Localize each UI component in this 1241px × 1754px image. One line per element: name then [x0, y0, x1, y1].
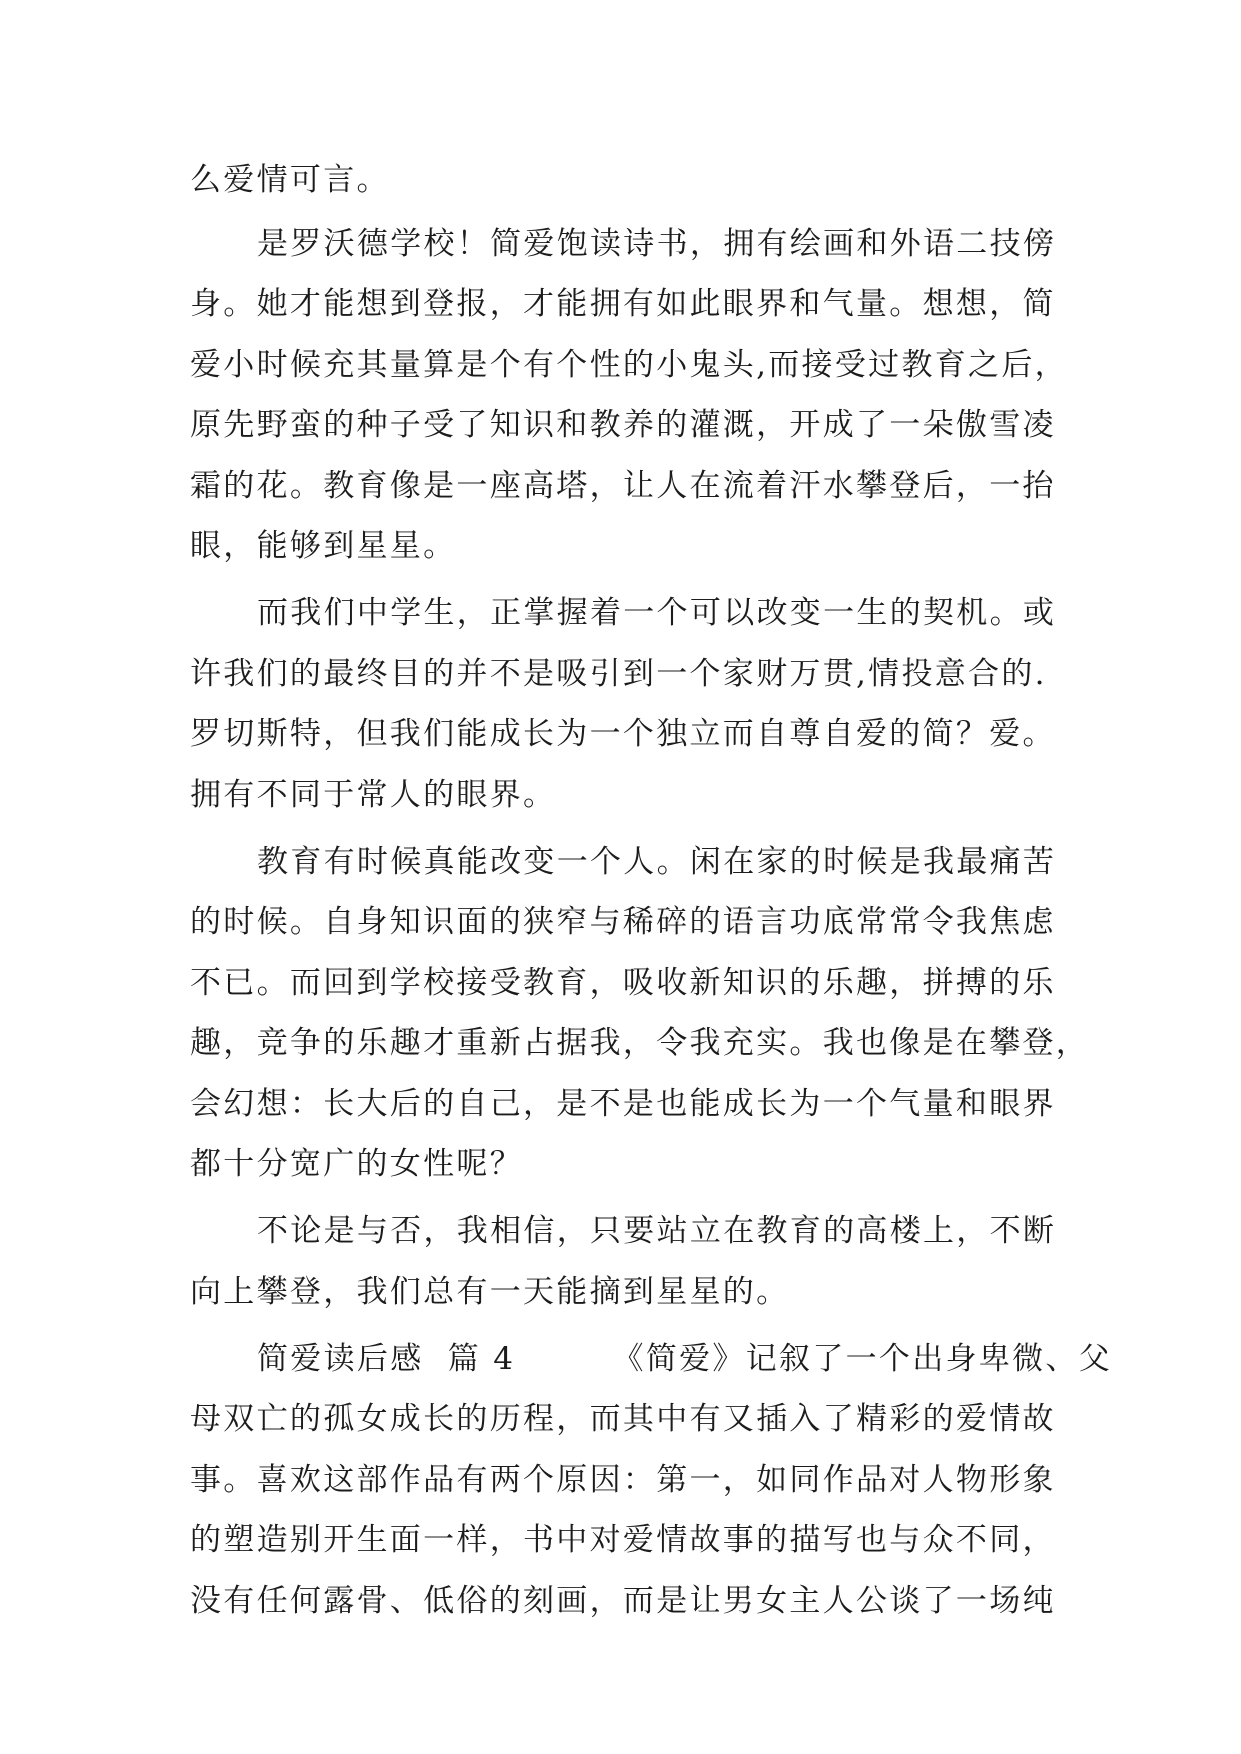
text-line: 么爱情可言。 — [190, 162, 390, 198]
text-line: 没有任何露骨、低俗的刻画，而是让男女主人公谈了一场纯 — [190, 1583, 1056, 1619]
text-line: 教育有时候真能改变一个人。闲在家的时候是我最痛苦 — [257, 844, 1057, 880]
text-line: 爱小时候充其量算是个有个性的小鬼头,而接受过教育之后， — [190, 347, 1068, 383]
text-line: 许我们的最终目的并不是吸引到一个家财万贯,情投意合的. — [190, 656, 1047, 692]
text-line: 不论是与否，我相信，只要站立在教育的高楼上，不断 — [257, 1213, 1057, 1249]
text-line: 霜的花。教育像是一座高塔，让人在流着汗水攀登后，一抬 — [190, 468, 1056, 504]
text-line: 事。喜欢这部作品有两个原因：第一，如同作品对人物形象 — [190, 1462, 1056, 1498]
text-line: 眼，能够到星星。 — [190, 528, 457, 564]
text-line: 趣，竞争的乐趣才重新占据我，令我充实。我也像是在攀登， — [190, 1025, 1090, 1061]
text-line: 都十分宽广的女性呢？ — [190, 1146, 523, 1182]
text-line: 不已。而回到学校接受教育，吸收新知识的乐趣，拼搏的乐 — [190, 965, 1056, 1001]
text-line: 的塑造别开生面一样，书中对爱情故事的描写也与众不同， — [190, 1522, 1056, 1558]
text-line: 而我们中学生，正掌握着一个可以改变一生的契机。或 — [257, 595, 1057, 631]
text-line: 拥有不同于常人的眼界。 — [190, 777, 557, 813]
text-line: 是罗沃德学校！简爱饱读诗书，拥有绘画和外语二技傍 — [257, 226, 1057, 262]
text-line: 罗切斯特，但我们能成长为一个独立而自尊自爱的简？爱。 — [190, 716, 1056, 752]
text-line: 会幻想：长大后的自己，是不是也能成长为一个气量和眼界 — [190, 1086, 1056, 1122]
text-line: 向上攀登，我们总有一天能摘到星星的。 — [190, 1274, 790, 1310]
text-line: 母双亡的孤女成长的历程，而其中有又插入了精彩的爱情故 — [190, 1401, 1056, 1437]
text-line: 身。她才能想到登报，才能拥有如此眼界和气量。想想，简 — [190, 286, 1056, 322]
text-line: 原先野蛮的种子受了知识和教养的灌溉，开成了一朵傲雪凌 — [190, 407, 1056, 443]
text-line: 简爱读后感 篇 4 《简爱》记叙了一个出身卑微、父 — [257, 1341, 1113, 1377]
text-line: 的时候。自身知识面的狭窄与稀碎的语言功底常常令我焦虑 — [190, 904, 1056, 940]
